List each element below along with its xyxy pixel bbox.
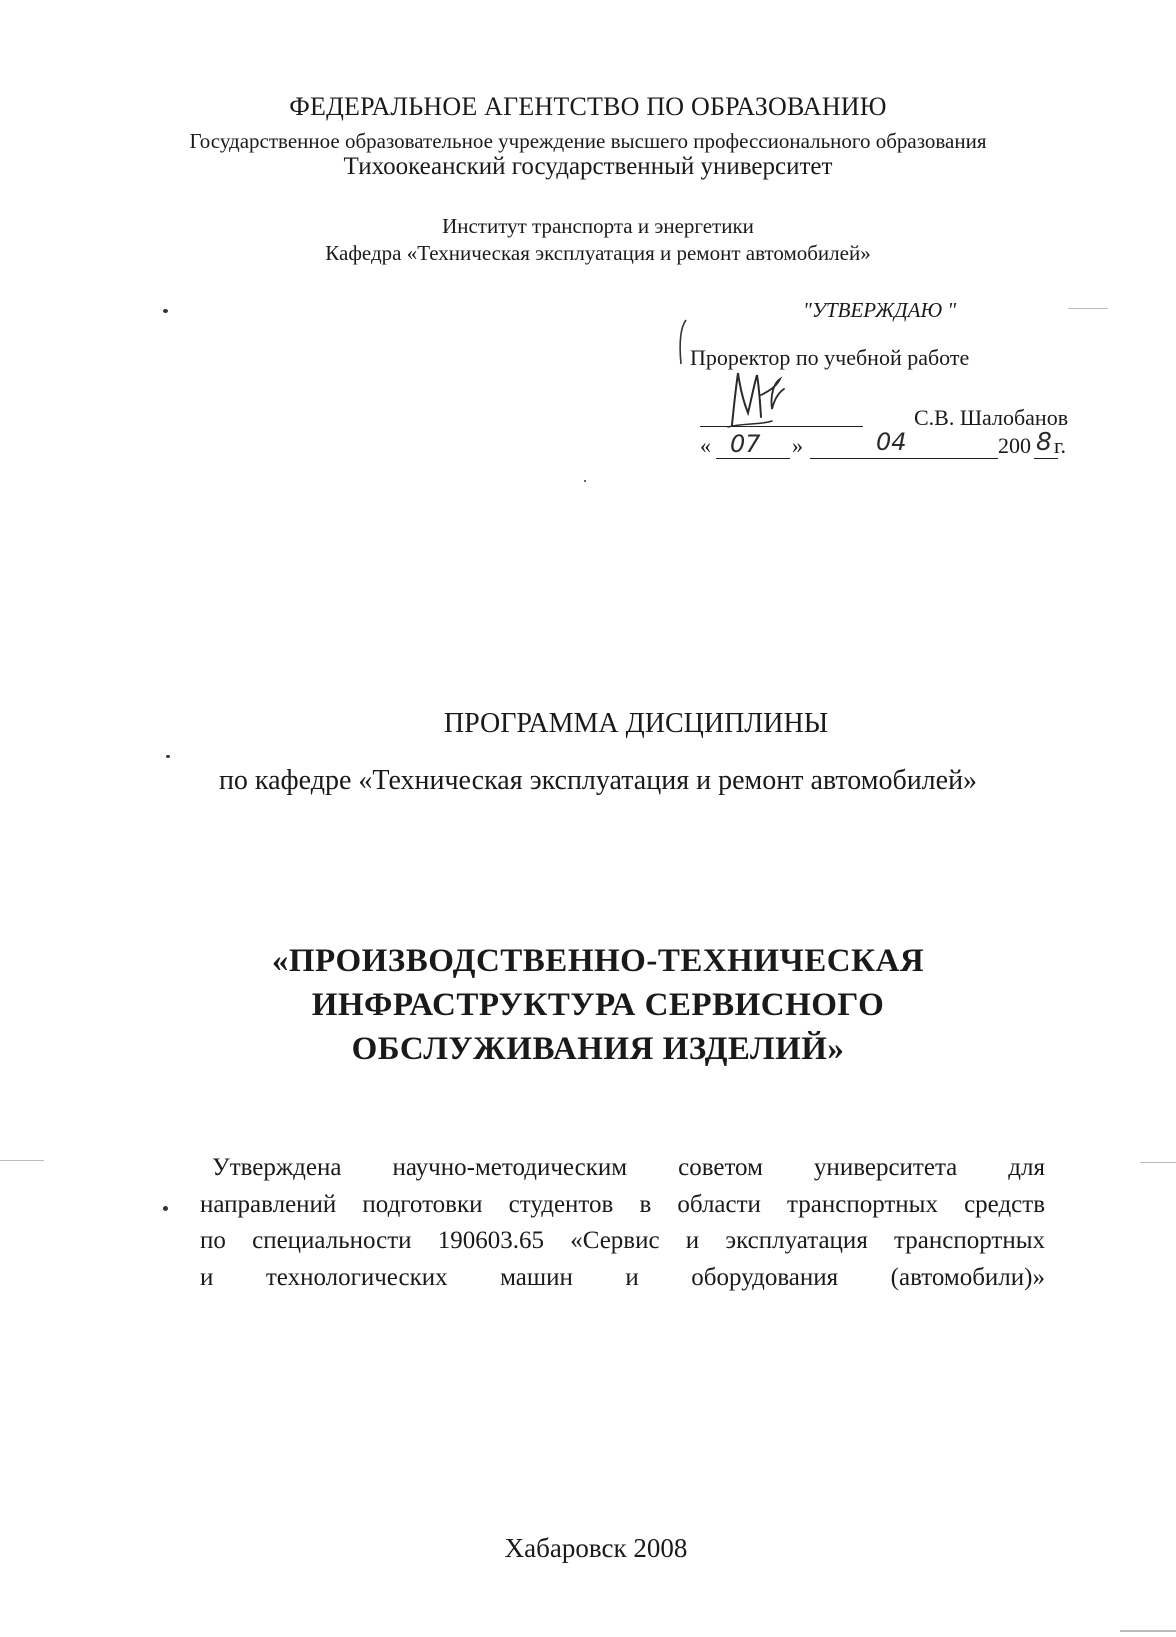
date-open-quote: « xyxy=(700,433,711,458)
handwritten-signature xyxy=(724,365,794,435)
date-close-quote: » xyxy=(792,433,803,458)
date-month: 04 xyxy=(876,428,907,456)
scan-dot xyxy=(166,755,170,758)
approver-name: С.В. Шалобанов xyxy=(914,405,1069,430)
approval-role: Проректор по учебной работе xyxy=(690,345,970,370)
day-line xyxy=(716,458,790,459)
date-day: 07 xyxy=(730,430,761,458)
approval-date xyxy=(700,433,711,459)
scan-speck xyxy=(1068,308,1108,309)
program-title: ПРОГРАММА ДИСЦИПЛИНЫ xyxy=(443,708,829,739)
approval-stamp-word: "УТВЕРЖДАЮ " xyxy=(803,298,957,322)
scan-speck xyxy=(1140,1162,1176,1163)
discipline-title-line-1: «ПРОИЗВОДСТВЕННО-ТЕХНИЧЕСКАЯ xyxy=(271,943,925,979)
scan-dot xyxy=(163,1206,168,1211)
date-year-digit: 8 xyxy=(1036,427,1052,456)
institute-name: Институт транспорта и энергетики xyxy=(442,214,754,238)
scan-dot xyxy=(163,309,168,313)
department-name: Кафедра «Техническая эксплуатация и ремонт автомобилей» xyxy=(325,241,871,265)
university-name: Тихоокеанский государственный университет xyxy=(343,153,833,180)
bracket-mark xyxy=(676,318,690,366)
approval-paragraph-line-4: и технологических машин и оборудования (автомобили)» xyxy=(200,1263,1045,1291)
discipline-title-line-3: ОБСЛУЖИВАНИЯ ИЗДЕЛИЙ» xyxy=(351,1031,845,1067)
approval-paragraph xyxy=(200,1150,1045,1296)
scan-speck xyxy=(0,1160,44,1161)
discipline-title-line-2: ИНФРАСТРУКТУРА СЕРВИСНОГО xyxy=(311,987,885,1023)
institution-type: Государственное образовательное учреждение высшего профессионального образования xyxy=(189,129,987,153)
date-year-prefix: 200 xyxy=(998,433,1031,458)
approval-paragraph-line-3: по специальности 190603.65 «Сервис и эксплуатация транспортных xyxy=(200,1227,1045,1254)
scan-speck xyxy=(1120,1630,1176,1632)
program-department: по кафедре «Техническая эксплуатация и ремонт автомобилей» xyxy=(218,765,978,796)
month-line xyxy=(810,458,998,459)
approval-paragraph-line-2: направлений подготовки студентов в области транспортных средств xyxy=(200,1190,1045,1218)
approval-paragraph-line-1: Утверждена научно-методическим советом университета для xyxy=(212,1154,1045,1181)
agency-name: ФЕДЕРАЛЬНОЕ АГЕНТСТВО ПО ОБРАЗОВАНИЮ xyxy=(289,92,887,121)
scan-dot xyxy=(584,480,586,482)
city-year: Хабаровск 2008 xyxy=(504,1533,688,1563)
date-year-suffix: г. xyxy=(1054,433,1067,458)
